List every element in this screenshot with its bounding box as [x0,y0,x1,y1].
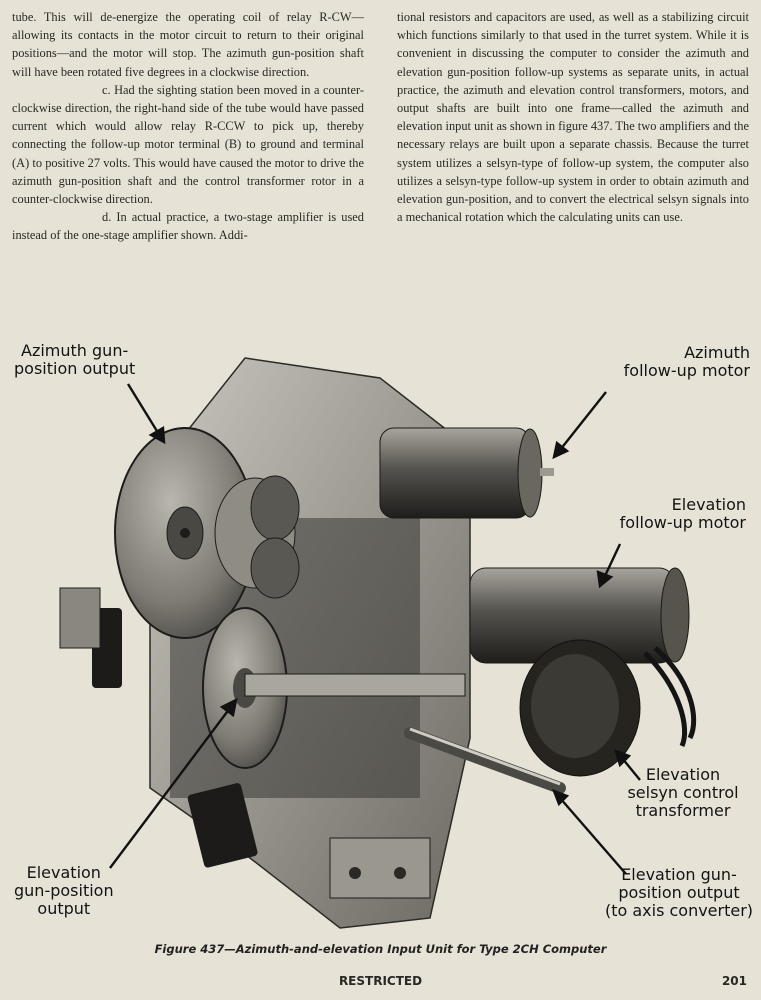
paragraph: c. Had the sighting station been moved in a counter-clockwise direction, the right-hand side of the tube would have passed current which would allow relay R-CCW to pick up, thereby connecting the follow-up motor terminal (B) to ground and terminal (A) to positive 27 volts. This would have caused the motor to drive the azimuth gun-position shaft and the control transformer rotor in a counter-clockwise direction. [12,82,364,207]
label-elevation-gun-position-output: Elevation gun-position output [14,863,114,918]
footer-restricted-label: RESTRICTED [338,974,423,988]
figure-caption: Figure 437—Azimuth-and-elevation Input Unit for Type 2CH Computer [154,942,607,956]
label-elevation-follow-up-motor: Elevation follow-up motor [619,495,746,532]
figure-437 [0,318,761,948]
label-elevation-selsyn-control-transformer: Elevation selsyn control transformer [627,765,739,820]
paragraph: tube. This will de-energize the operating coil of relay R-CW—allowing its contacts in the motor circuit to return to their original positions—and the motor will stop. The azimuth gun-position shaft will have been rotated five degrees in a clockwise direction. [12,10,364,79]
label-elevation-gun-position-output-to-axis-converter: Elevation gun- position output (to axis converter) [604,865,754,920]
right-text-column [397,8,749,226]
paragraph: d. In actual practice, a two-stage amplifier is used instead of the one-stage amplifier shown. Addi- [12,210,364,243]
page-number: 201 [721,974,747,988]
label-azimuth-gun-position-output: Azimuth gun- position output [14,341,136,378]
label-azimuth-follow-up-motor: Azimuth follow-up motor [623,343,750,380]
paragraph: tional resistors and capacitors are used, as well as a stabilizing circuit which functions similarly to that used in the turret system. While it is convenient in discussing the computer to consider the azimuth and elevation gun-position follow-up systems as separate units, in actual practice, the azimuth and elevation control transformers, motors, and output shafts are built into one frame—called the azimuth and elevation input unit as shown in figure 437. The two amplifiers and the necessary relays are built upon a separate chassis. Because the turret system utilizes a selsyn-type of follow-up system, the computer also utilizes a selsyn-type follow-up system in order to obtain azimuth and elevation gun-position, and to convert the electrical selsyn signals into a mechanical rotation which the calculating units can use. [397,10,749,225]
input-unit-illustration [0,318,761,948]
left-text-column [12,8,364,245]
